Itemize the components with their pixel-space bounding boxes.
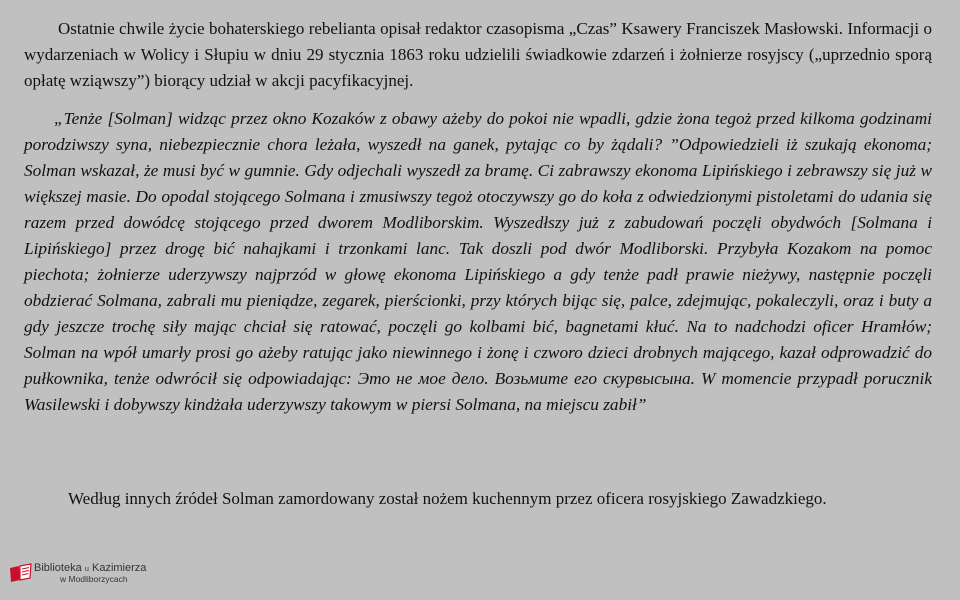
intro-paragraph: Ostatnie chwile życie bohaterskiego rebelianta opisał redaktor czasopisma „Czas” Ksawery Franciszek Masłowski. Informacji o wydarzeniach w Wolicy i Słupiu w dniu 29 stycznia 1863 roku udzielili świadkowie zdarzeń i żołnierze rosyjscy („uprzednio sporą opłatę wziąwszy”) biorący udział w akcji pacyfikacyjnej. [24, 19, 932, 90]
quote-paragraph: „Tenże [Solman] widząc przez okno Kozaków z obawy ażeby do pokoi nie wpadli, gdzie żona tegoż przed kilkoma godzinami porodziwszy syna, niebezpiecznie chora leżała, wyszedł na ganek, pytając co by żądali? ”Odpowiedzieli iż szukają ekonoma; Solman wskazał, że musi być w gumnie. Gdy odjechali wyszedł za bramę. Ci zabrawszy ekonoma Lipińskiego i zebrawszy się już w większej masie. Do opodal stojącego Solmana i zmusiwszy tegoż otoczywszy go do koła z odwiedzionymi pistoletami do udania się razem przed dowódcę stojącego przed dworem Modliborskim. Wyszedłszy już z zabudowań poczęli obydwóch [Solmana i Lipińskiego] przez drogę bić nahajkami i trzonkami lanc. Tak doszli pod dwór Modliborski. Przybyła Kozakom na pomoc piechota; żołnierze uderzywszy najprzód w głowę ekonoma Lipińskiego a gdy tenże padł prawie nieżywy, następnie poczęli obdzierać Solmana, zabrali mu pieniądze, zegarek, pierścionki, przy których bijąc się, palce, zdejmując, pokaleczyli, oraz i buty a gdy jeszcze trochę siły mając chciał się ratować, poczęli go kolbami bić, bagnetami kłuć. Na to nadchodzi oficer Hramłów; Solman na wpół umarły prosi go ażeby ratując jako niewinnego i żonę i czworo dzieci drobnych mającego, kazał odprowadzić do pułkownika, tenże odwrócił się odpowiadając: Это не мое дело. Возьмите его скурвысына. W momencie przypadł porucznik Wasilewski i dobywszy kindżała uderzywszy takowym w piersi Solmana, na miejscu zabił” [24, 109, 932, 414]
closing-paragraph: Według innych źródeł Solman zamordowany został nożem kuchennym przez oficera rosyjskiego Zawadzkiego. [68, 489, 827, 508]
book-icon [8, 562, 34, 584]
logo-subtitle: w Modliborzycach [60, 574, 128, 584]
library-logo [8, 560, 168, 590]
logo-title: Biblioteka u Kazimierza [34, 562, 147, 574]
